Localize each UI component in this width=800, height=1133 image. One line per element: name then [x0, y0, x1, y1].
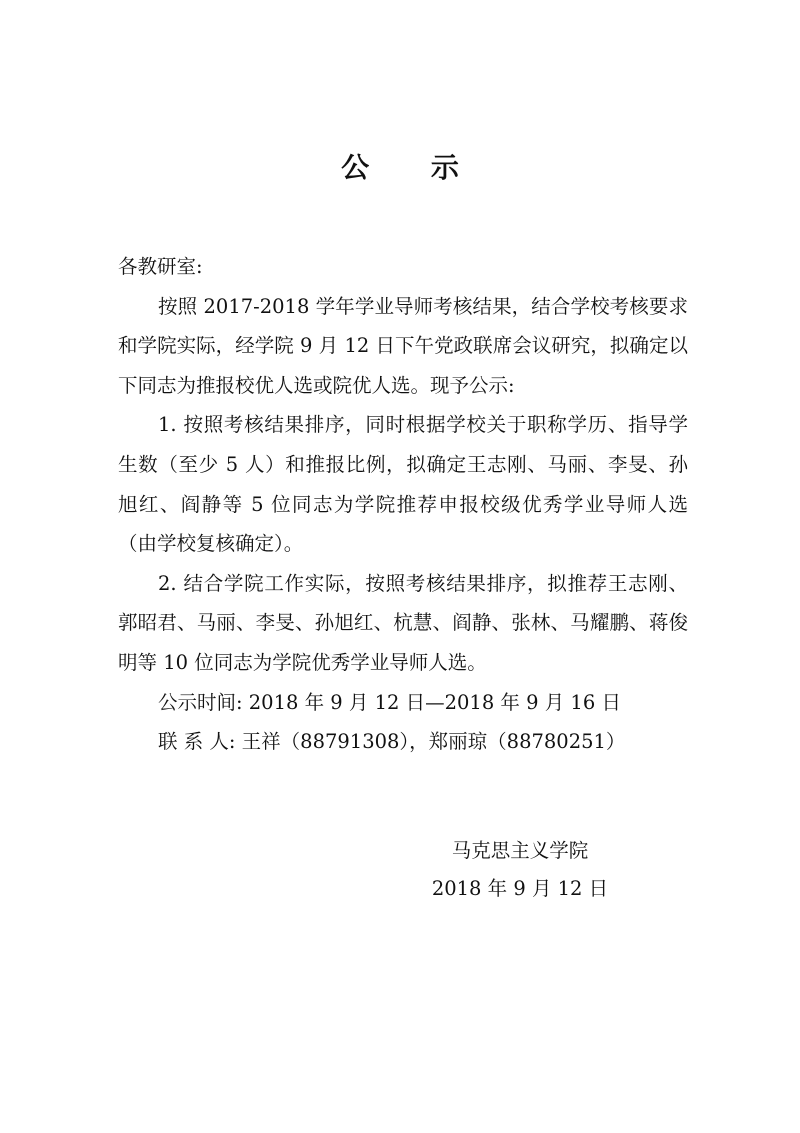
notice-body — [118, 247, 688, 762]
page-title: 公 示 — [341, 151, 485, 184]
notice-period: 公示时间: 2018 年 9 月 12 日—2018 年 9 月 16 日 — [158, 690, 621, 714]
salutation: 各教研室: — [118, 255, 203, 278]
intro-paragraph: 按照 2017-2018 学年学业导师考核结果，结合学校考核要求和学院实际，经学院 9 月 12 日下午党政联席会议研究，拟确定以下同志为推报校优人选或院优人选。现予公示: — [118, 294, 688, 397]
signature-date: 2018 年 9 月 12 日 — [431, 877, 609, 900]
signature-organization: 马克思主义学院 — [451, 839, 589, 862]
item-paragraph-2: 2. 结合学院工作实际，按照考核结果排序，拟推荐王志刚、郭昭君、马丽、李旻、孙旭红、杭慧、阎静、张林、马耀鹏、蒋俊明等 10 位同志为学院优秀学业导师人选。 — [118, 571, 688, 674]
item-paragraph-1: 1. 按照考核结果排序，同时根据学校关于职称学历、指导学生数（至少 5 人）和推报比例，拟确定王志刚、马丽、李旻、孙旭红、阎静等 5 位同志为学院推荐申报校级优秀学业导师人选（由学校复核确定）。 — [118, 413, 688, 556]
contact-line: 联 系 人: 王祥（88791308），郑丽琼（88780251） — [158, 730, 626, 754]
